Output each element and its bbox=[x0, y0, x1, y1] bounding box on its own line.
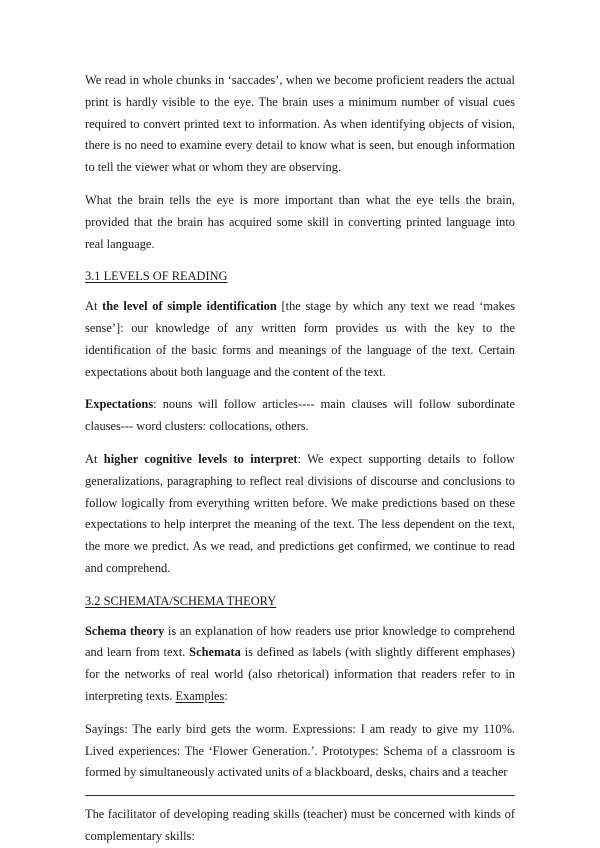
text-lead: At bbox=[85, 451, 104, 466]
text-rest: : We expect supporting details to follow generalizations, paragraphing to reflect real divisions of discourse and conclusions to follow logically from everything written before. We make predictions based on these expectations to help interpret the meaning of the text. The less dependent on the text, the more we predict. As we read, and predictions get confirmed, we continue to read and comprehend. bbox=[85, 451, 515, 575]
paragraph-brain-eye: What the brain tells the eye is more important than what the eye tells the brain, provided that the brain has acquired some skill in converting printed language into real language. bbox=[85, 192, 515, 251]
bold-term-schema-theory: Schema theory bbox=[85, 623, 165, 638]
text-lead: At bbox=[85, 299, 103, 314]
bold-term-higher-cognitive: higher cognitive levels to interpret bbox=[103, 451, 298, 466]
horizontal-divider bbox=[85, 795, 515, 796]
section-heading-schema-theory: 3.2 SCHEMATA/SCHEMA THEORY bbox=[85, 593, 277, 608]
text-mid: is an explanation of how readers use prior knowledge to comprehend and learn from text. bbox=[85, 623, 515, 660]
bold-term-simple-identification: the level of simple identification bbox=[102, 299, 277, 314]
text-end: : bbox=[224, 688, 228, 703]
paragraph-examples-list: Sayings: The early bird gets the worm. Expressions: I am ready to give my 110%. Lived experiences: The ‘Flower Generation.’. Prototypes: Schema of a classroom is formed by simultaneously activated units of a blackboard, desks, chairs and a teacher bbox=[85, 721, 515, 780]
paragraph-simple-identification bbox=[85, 296, 515, 383]
text-rest: : nouns will follow articles---- main clauses will follow subordinate clauses--- word clusters: collocations, others. bbox=[85, 397, 515, 434]
text-mid: is defined as labels (with slightly different emphases) for the networks of real world (also rhetorical) information that readers refer to in interpreting texts. bbox=[85, 645, 515, 703]
paragraph-expectations bbox=[85, 394, 515, 438]
paragraph-schema-theory bbox=[85, 621, 515, 708]
bold-term-expectations: Expectations bbox=[85, 397, 154, 412]
underlined-examples: Examples bbox=[175, 688, 225, 703]
section-heading-levels-of-reading: 3.1 LEVELS OF READING bbox=[85, 269, 228, 284]
paragraph-higher-cognitive bbox=[85, 449, 515, 580]
paragraph-facilitator: The facilitator of developing reading skills (teacher) must be concerned with kinds of complementary skills: bbox=[85, 807, 515, 843]
paragraph-saccades: We read in whole chunks in ‘saccades’, when we become proficient readers the actual print is hardly visible to the eye. The brain uses a minimum number of visual cues required to convert printed text to information. As when identifying objects of vision, there is no need to examine every detail to know what is seen, but enough information to tell the viewer what or whom they are observing. bbox=[85, 73, 515, 175]
text-rest: [the stage by which any text we read ‘makes sense’]: our knowledge of any written form provides us with the key to the identification of the basic forms and meanings of the language of the text. Certain expectations about both language and the content of the text. bbox=[85, 299, 515, 379]
bold-term-schemata: Schemata bbox=[189, 645, 241, 660]
